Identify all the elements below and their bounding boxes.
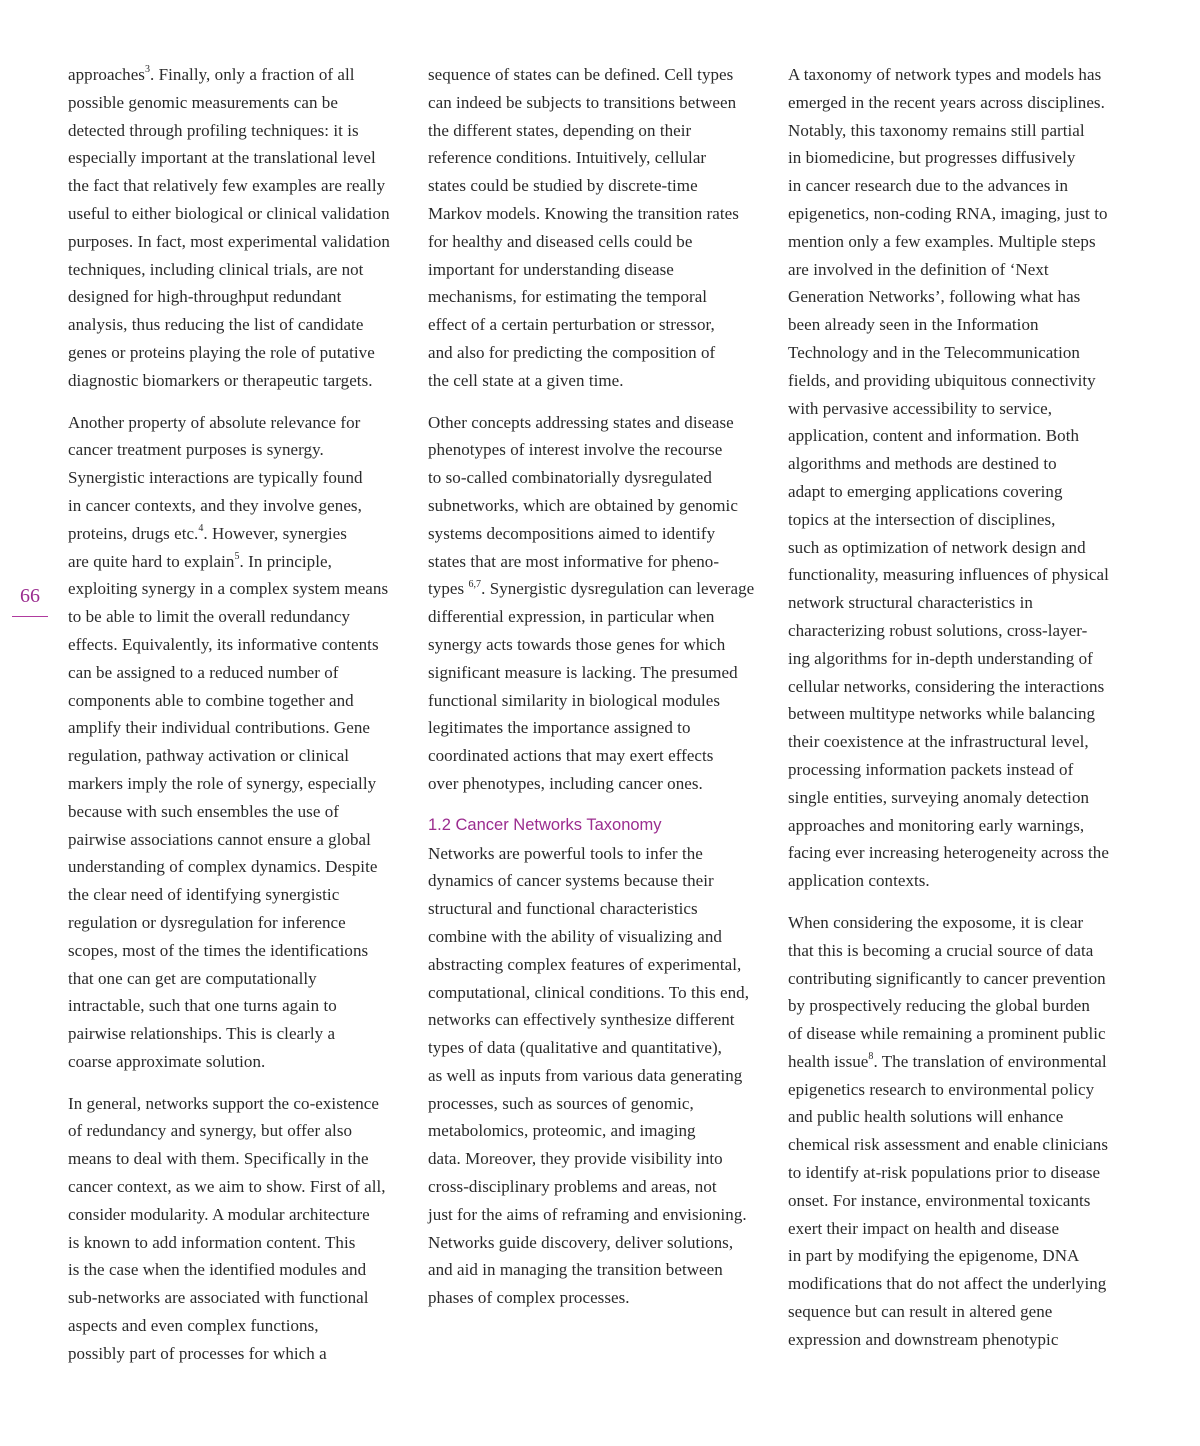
text-line: possible genomic measurements can be	[68, 92, 338, 112]
reference-superscript: 6,7	[468, 578, 482, 590]
text-line: emerged in the recent years across disciplines.	[788, 92, 1105, 112]
text-line: subnetworks, which are obtained by genomic	[428, 495, 738, 515]
text-line: legitimates the importance assigned to	[428, 718, 691, 738]
text-line: types $^{6,7}$. Synergistic dysregulation can leverage	[428, 578, 755, 599]
text-line: components able to combine together and	[68, 690, 354, 710]
text-line: processes, such as sources of genomic,	[428, 1093, 694, 1113]
text-line: their coexistence at the infrastructural level,	[788, 732, 1089, 752]
text-line: Networks guide discovery, deliver solutions,	[428, 1232, 734, 1252]
text-line: and public health solutions will enhance	[788, 1107, 1064, 1127]
text-column-3	[788, 61, 1134, 1368]
text-line: sequence but can result in altered gene	[788, 1302, 1053, 1322]
text-line: possibly part of processes for which a	[68, 1343, 327, 1363]
text-line: the different states, depending on their	[428, 120, 692, 140]
text-line: is the case when the identified modules and	[68, 1260, 367, 1280]
text-line: that this is becoming a crucial source of data	[788, 940, 1094, 960]
text-line: purposes. In fact, most experimental validation	[68, 231, 390, 251]
reference-superscript: 5	[234, 550, 240, 562]
text-line: amplify their individual contributions. Gene	[68, 718, 370, 738]
text-line: to be able to limit the overall redundancy	[68, 607, 351, 627]
text-line: proteins, drugs etc.$^4$. However, synergies	[68, 523, 347, 543]
text-line: because with such ensembles the use of	[68, 801, 339, 821]
text-line: characterizing robust solutions, cross-layer-	[788, 620, 1088, 640]
text-line: fields, and providing ubiquitous connectivity	[788, 370, 1096, 390]
text-line: modifications that do not affect the underlying	[788, 1274, 1107, 1294]
text-line: mention only a few examples. Multiple steps	[788, 231, 1096, 251]
text-line: over phenotypes, including cancer ones.	[428, 773, 703, 793]
text-line: that one can get are computationally	[68, 968, 317, 988]
text-line: onset. For instance, environmental toxicants	[788, 1190, 1091, 1210]
text-line: types of data (qualitative and quantitative),	[428, 1038, 722, 1058]
text-line: and aid in managing the transition between	[428, 1260, 723, 1280]
page-number-rule	[12, 616, 48, 617]
text-line: exert their impact on health and disease	[788, 1218, 1060, 1238]
text-line: application, content and information. Both	[788, 426, 1080, 446]
text-line: sub-networks are associated with functional	[68, 1288, 369, 1308]
text-line: understanding of complex dynamics. Despite	[68, 857, 378, 877]
text-line: processing information packets instead of	[788, 759, 1074, 779]
section-heading: 1.2 Cancer Networks Taxonomy	[428, 815, 662, 834]
page-number: 66	[20, 585, 40, 607]
text-line: means to deal with them. Specifically in the	[68, 1149, 369, 1169]
paragraph	[68, 409, 416, 1076]
text-line: abstracting complex features of experimental,	[428, 954, 742, 974]
text-line: been already seen in the Information	[788, 315, 1039, 335]
text-line: to so-called combinatorially dysregulated	[428, 468, 712, 488]
text-line: Generation Networks’, following what has	[788, 287, 1081, 307]
text-line: genes or proteins playing the role of putative	[68, 342, 375, 362]
text-line: Notably, this taxonomy remains still partial	[788, 120, 1085, 140]
text-line: Markov models. Knowing the transition rates	[428, 203, 739, 223]
text-line: scopes, most of the times the identifications	[68, 940, 369, 960]
text-line: combine with the ability of visualizing and	[428, 926, 722, 946]
text-line: network structural characteristics in	[788, 593, 1033, 613]
text-line: Other concepts addressing states and disease	[428, 412, 734, 432]
text-line: in cancer contexts, and they involve genes,	[68, 495, 362, 515]
reference-superscript: 8	[868, 1051, 874, 1063]
text-line: in part by modifying the epigenome, DNA	[788, 1246, 1080, 1266]
text-line: is known to add information content. This	[68, 1232, 356, 1252]
paragraph	[68, 1090, 416, 1368]
text-line: epigenetics, non-coding RNA, imaging, just to	[788, 203, 1108, 223]
text-line: approaches$^3$. Finally, only a fraction of all	[68, 64, 355, 84]
text-line: of disease while remaining a prominent public	[788, 1024, 1106, 1044]
text-line: A taxonomy of network types and models has	[788, 65, 1102, 84]
text-line: cross-disciplinary problems and areas, not	[428, 1177, 717, 1197]
text-line: Synergistic interactions are typically found	[68, 468, 363, 488]
text-line: the fact that relatively few examples are really	[68, 176, 386, 196]
text-line: algorithms and methods are destined to	[788, 454, 1057, 474]
paragraph	[428, 840, 776, 1313]
text-line: Networks are powerful tools to infer the	[428, 843, 703, 863]
text-line: health issue$^8$. The translation of environmental	[788, 1051, 1107, 1071]
text-line: aspects and even complex functions,	[68, 1316, 319, 1336]
text-line: pairwise relationships. This is clearly a	[68, 1024, 336, 1044]
text-line: contributing significantly to cancer prevention	[788, 968, 1106, 988]
text-line: synergy acts towards those genes for which	[428, 634, 726, 654]
reference-superscript: 4	[198, 523, 204, 535]
text-line: adapt to emerging applications covering	[788, 481, 1063, 501]
text-line: differential expression, in particular when	[428, 607, 715, 627]
text-line: Another property of absolute relevance for	[68, 412, 361, 432]
text-line: approaches and monitoring early warnings,	[788, 815, 1085, 835]
text-line: structural and functional characteristics	[428, 899, 698, 919]
text-line: designed for high-throughput redundant	[68, 287, 342, 307]
text-line: in cancer research due to the advances in	[788, 176, 1069, 196]
text-line: markers imply the role of synergy, especially	[68, 773, 377, 793]
text-line: are involved in the definition of ‘Next	[788, 259, 1049, 279]
paragraph	[788, 61, 1134, 895]
text-line: just for the aims of reframing and envisioning.	[428, 1204, 747, 1224]
text-line: analysis, thus reducing the list of candidate	[68, 315, 364, 335]
text-line: computational, clinical conditions. To this end,	[428, 982, 750, 1002]
text-line: in biomedicine, but progresses diffusively	[788, 148, 1076, 168]
text-line: important for understanding disease	[428, 259, 674, 279]
text-line: regulation or dysregulation for inference	[68, 912, 346, 932]
text-line: mechanisms, for estimating the temporal	[428, 287, 708, 307]
text-line: are quite hard to explain$^5$. In principle,	[68, 550, 332, 571]
text-line: as well as inputs from various data generating	[428, 1065, 743, 1085]
text-line: for healthy and diseased cells could be	[428, 231, 693, 251]
text-line: of redundancy and synergy, but offer also	[68, 1121, 353, 1141]
text-line: application contexts.	[788, 871, 930, 891]
text-line: the clear need of identifying synergistic	[68, 885, 340, 905]
text-line: In general, networks support the co-existence	[68, 1093, 379, 1113]
text-line: phenotypes of interest involve the recourse	[428, 440, 723, 460]
text-line: with pervasive accessibility to service,	[788, 398, 1052, 418]
text-line: techniques, including clinical trials, are not	[68, 259, 364, 279]
text-line: between multitype networks while balancing	[788, 704, 1096, 724]
text-line: facing ever increasing heterogeneity across the	[788, 843, 1109, 863]
text-column-1	[68, 61, 416, 1382]
text-line: functional similarity in biological modules	[428, 690, 721, 710]
reference-superscript: 3	[144, 64, 151, 76]
text-line: networks can effectively synthesize different	[428, 1010, 735, 1030]
text-line: coarse approximate solution.	[68, 1051, 266, 1071]
text-line: single entities, surveying anomaly detection	[788, 787, 1090, 807]
text-line: Technology and in the Telecommunication	[788, 342, 1080, 362]
text-line: states could be studied by discrete-time	[428, 176, 698, 196]
text-line: intractable, such that one turns again to	[68, 996, 337, 1016]
text-line: can indeed be subjects to transitions between	[428, 92, 737, 112]
text-line: significant measure is lacking. The presumed	[428, 662, 738, 682]
text-line: dynamics of cancer systems because their	[428, 871, 714, 891]
text-line: When considering the exposome, it is clear	[788, 912, 1084, 932]
text-line: expression and downstream phenotypic	[788, 1329, 1059, 1349]
paragraph	[428, 61, 776, 395]
paragraph	[428, 409, 776, 798]
text-line: especially important at the translational level	[68, 148, 376, 168]
text-line: by prospectively reducing the global burden	[788, 996, 1090, 1016]
text-line: data. Moreover, they provide visibility into	[428, 1149, 723, 1169]
paragraph	[68, 61, 416, 395]
text-line: reference conditions. Intuitively, cellular	[428, 148, 707, 168]
text-line: epigenetics research to environmental policy	[788, 1079, 1095, 1099]
text-line: pairwise associations cannot ensure a global	[68, 829, 371, 849]
text-line: metabolomics, proteomic, and imaging	[428, 1121, 696, 1141]
text-line: exploiting synergy in a complex system means	[68, 579, 389, 599]
text-line: states that are most informative for pheno-	[428, 551, 720, 571]
text-line: to identify at-risk populations prior to disease	[788, 1163, 1101, 1183]
text-line: chemical risk assessment and enable clinicians	[788, 1135, 1108, 1155]
text-line: can be assigned to a reduced number of	[68, 662, 339, 682]
text-column-2	[428, 61, 776, 1326]
text-line: effect of a certain perturbation or stressor,	[428, 315, 715, 335]
text-line: consider modularity. A modular architecture	[68, 1204, 370, 1224]
text-line: sequence of states can be defined. Cell types	[428, 65, 734, 84]
text-line: cancer treatment purposes is synergy.	[68, 440, 324, 460]
paragraph	[788, 909, 1134, 1354]
text-line: and also for predicting the composition of	[428, 342, 716, 362]
text-line: systems decompositions aimed to identify	[428, 523, 716, 543]
text-line: detected through profiling techniques: it is	[68, 120, 359, 140]
text-line: coordinated actions that may exert effects	[428, 746, 714, 766]
text-line: the cell state at a given time.	[428, 370, 624, 390]
text-line: useful to either biological or clinical validation	[68, 203, 390, 223]
text-line: functionality, measuring influences of physical	[788, 565, 1109, 585]
text-line: diagnostic biomarkers or therapeutic targets.	[68, 370, 373, 390]
text-line: phases of complex processes.	[428, 1288, 630, 1308]
text-line: ing algorithms for in-depth understanding of	[788, 648, 1093, 668]
text-line: such as optimization of network design and	[788, 537, 1086, 557]
text-line: effects. Equivalently, its informative contents	[68, 634, 379, 654]
text-line: cellular networks, considering the interactions	[788, 676, 1105, 696]
text-line: cancer context, as we aim to show. First of all,	[68, 1177, 386, 1197]
text-line: topics at the intersection of disciplines,	[788, 509, 1056, 529]
text-line: regulation, pathway activation or clinical	[68, 746, 350, 766]
